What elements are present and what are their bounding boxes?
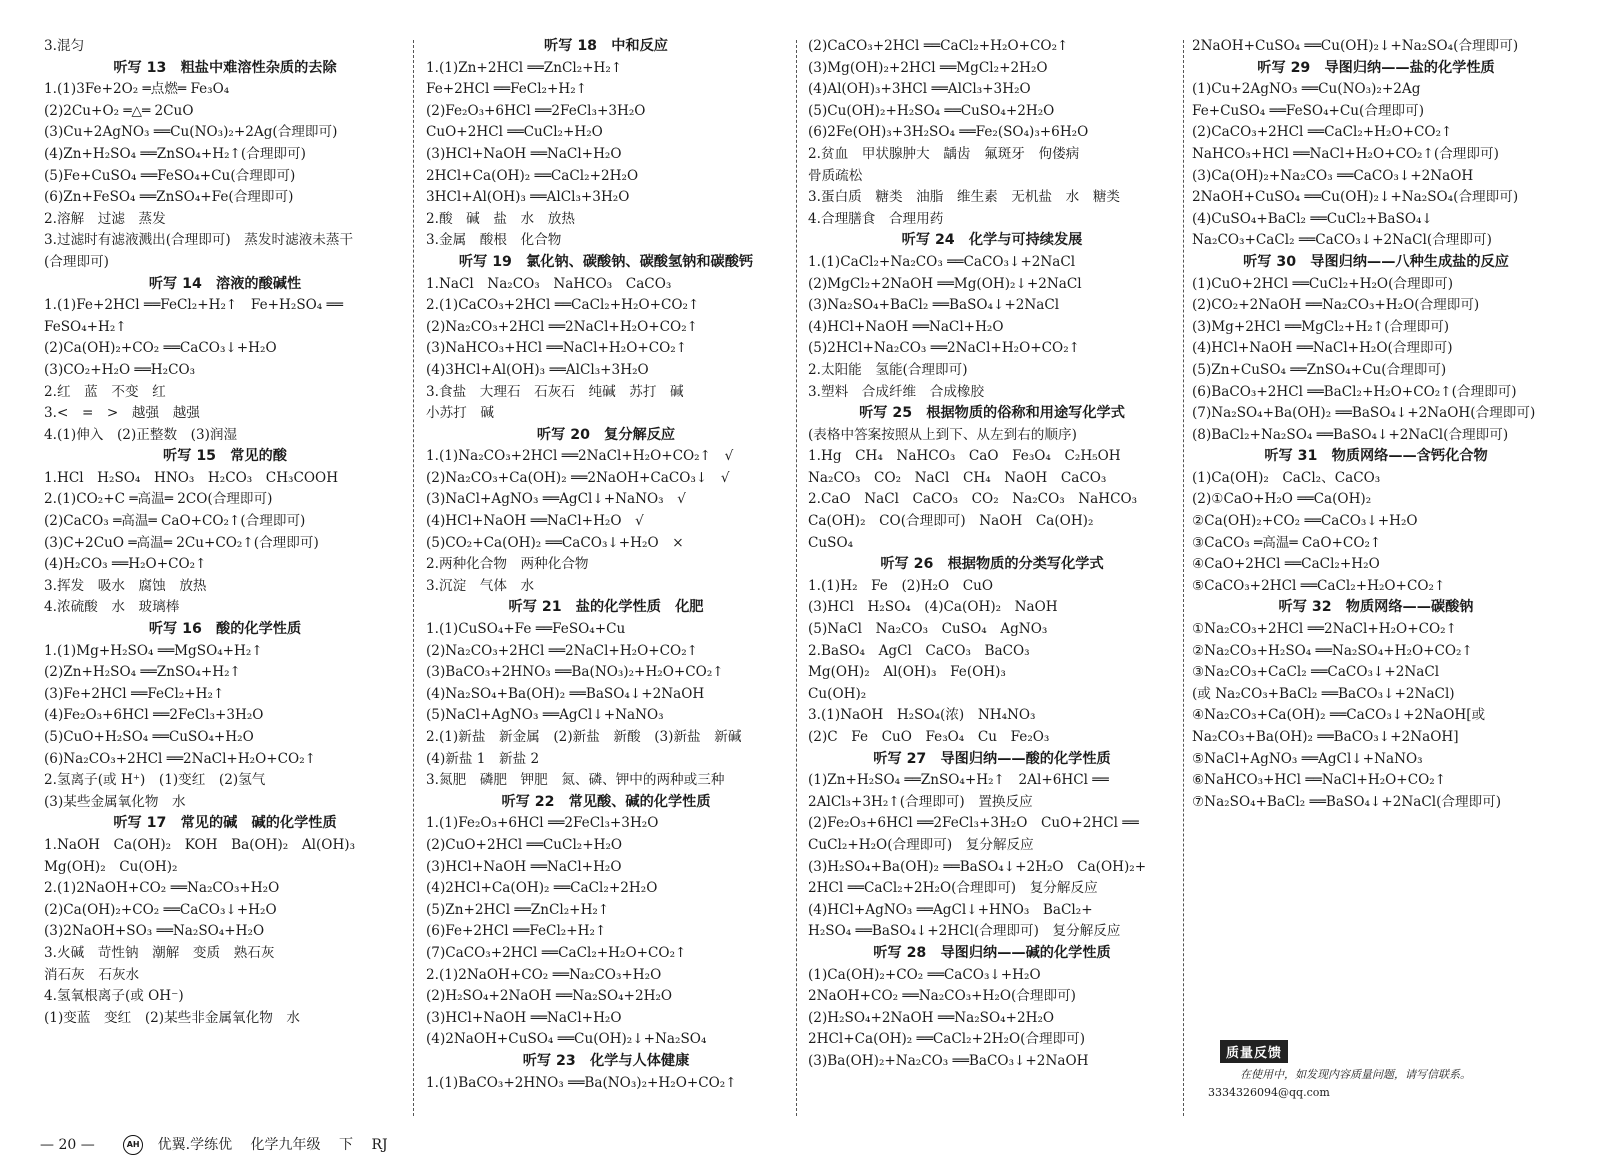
answer-line: (1)Cu+2AgNO₃ ══Cu(NO₃)₂+2Ag bbox=[1192, 81, 1421, 98]
answer-line: 1.(1)BaCO₃+2HNO₃ ══Ba(NO₃)₂+H₂O+CO₂↑ bbox=[426, 1074, 737, 1091]
section-heading: 听写 29 导图归纳——盐的化学性质 bbox=[1257, 59, 1495, 76]
answer-line: (4)HCl+NaOH ══NaCl+H₂O(合理即可) bbox=[1192, 340, 1453, 357]
column-separator bbox=[1183, 40, 1184, 1116]
answer-line: ③Na₂CO₃+CaCl₂ ══CaCO₃↓+2NaCl bbox=[1192, 664, 1440, 681]
answer-line: (4)Al(OH)₃+3HCl ══AlCl₃+3H₂O bbox=[808, 81, 1031, 98]
section-heading: 听写 21 盐的化学性质 化肥 bbox=[508, 599, 704, 616]
answer-line: 1.(1)Mg+H₂SO₄ ══MgSO₄+H₂↑ bbox=[44, 642, 263, 659]
answer-line: 4.合理膳食 合理用药 bbox=[808, 210, 944, 227]
answer-line: (3)H₂SO₄+Ba(OH)₂ ══BaSO₄↓+2H₂O Ca(OH)₂+ bbox=[808, 858, 1147, 875]
answer-line: (5)Zn+2HCl ══ZnCl₂+H₂↑ bbox=[426, 901, 610, 918]
answer-line: 3.蛋白质 糖类 油脂 维生素 无机盐 水 糖类 bbox=[808, 189, 1121, 206]
answer-line: (5)Zn+CuSO₄ ══ZnSO₄+Cu(合理即可) bbox=[1192, 361, 1447, 378]
answer-line: 3.混匀 bbox=[44, 38, 85, 54]
answer-line: (3)BaCO₃+2HNO₃ ══Ba(NO₃)₂+H₂O+CO₂↑ bbox=[426, 664, 724, 681]
answer-line: (2)①CaO+H₂O ══Ca(OH)₂ bbox=[1192, 491, 1372, 508]
page-number: — 20 — bbox=[40, 1137, 95, 1153]
answer-line: Na₂CO₃+Ba(OH)₂ ══BaCO₃↓+2NaOH] bbox=[1192, 729, 1459, 745]
column-separator bbox=[796, 40, 797, 1116]
answer-column-1 bbox=[44, 36, 406, 1124]
answer-line: (1)Zn+H₂SO₄ ══ZnSO₄+H₂↑ 2Al+6HCl ══ bbox=[808, 772, 1109, 789]
answer-column-2 bbox=[426, 36, 786, 1124]
answer-line: ⑤NaCl+AgNO₃ ══AgCl↓+NaNO₃ bbox=[1192, 750, 1423, 767]
answer-line: Fe+CuSO₄ ══FeSO₄+Cu(合理即可) bbox=[1192, 102, 1425, 119]
answer-line: 3HCl+Al(OH)₃ ══AlCl₃+3H₂O bbox=[426, 189, 630, 206]
answer-line: (4)CuSO₄+BaCl₂ ══CuCl₂+BaSO₄↓ bbox=[1192, 210, 1433, 227]
answer-line: 1.(1)Fe₂O₃+6HCl ══2FeCl₃+3H₂O bbox=[426, 815, 659, 832]
answer-line: Cu(OH)₂ bbox=[808, 685, 867, 702]
answer-line: 2.贫血 甲状腺肿大 龋齿 氟斑牙 佝偻病 bbox=[808, 145, 1080, 162]
answer-line: (2)CaCO₃ ═高温═ CaO+CO₂↑(合理即可) bbox=[44, 513, 306, 530]
answer-line: Na₂CO₃ CO₂ NaCl CH₄ NaOH CaCO₃ bbox=[808, 469, 1107, 486]
answer-line: 2NaOH+CO₂ ══Na₂CO₃+H₂O(合理即可) bbox=[808, 988, 1076, 1005]
answer-line: ②Na₂CO₃+H₂SO₄ ══Na₂SO₄+H₂O+CO₂↑ bbox=[1192, 642, 1473, 659]
section-heading: 听写 28 导图归纳——碱的化学性质 bbox=[873, 944, 1111, 961]
answer-line: 2HCl ══CaCl₂+2H₂O(合理即可) 复分解反应 bbox=[808, 880, 1098, 897]
answer-line: (2)Ca(OH)₂+CO₂ ══CaCO₃↓+H₂O bbox=[44, 340, 277, 357]
answer-line: (2)H₂SO₄+2NaOH ══Na₂SO₄+2H₂O bbox=[426, 988, 673, 1005]
answer-line: (3)CO₂+H₂O ══H₂CO₃ bbox=[44, 361, 196, 378]
answer-line: (5)NaCl+AgNO₃ ══AgCl↓+NaNO₃ bbox=[426, 707, 664, 724]
answer-line: Fe+2HCl ══FeCl₂+H₂↑ bbox=[426, 81, 588, 98]
answer-line: 4.浓硫酸 水 玻璃棒 bbox=[44, 599, 180, 616]
answer-line: (2)CO₂+2NaOH ══Na₂CO₃+H₂O(合理即可) bbox=[1192, 297, 1480, 314]
answer-line: (3)Fe+2HCl ══FeCl₂+H₂↑ bbox=[44, 685, 225, 702]
column-separator bbox=[413, 40, 414, 1116]
answer-line: (2)Na₂CO₃+2HCl ══2NaCl+H₂O+CO₂↑ bbox=[426, 318, 699, 335]
answer-line: 2.(1)CO₂+C ═高温═ 2CO(合理即可) bbox=[44, 491, 273, 508]
answer-line: (3)HCl+NaOH ══NaCl+H₂O bbox=[426, 145, 622, 162]
answer-line: 2AlCl₃+3H₂↑(合理即可) 置换反应 bbox=[808, 793, 1033, 810]
answer-line: CuCl₂+H₂O(合理即可) 复分解反应 bbox=[808, 836, 1034, 853]
answer-line: 消石灰 石灰水 bbox=[44, 966, 140, 983]
answer-line: (4)HCl+AgNO₃ ══AgCl↓+HNO₃ BaCl₂+ bbox=[808, 901, 1093, 918]
section-heading: 听写 31 物质网络——含钙化合物 bbox=[1264, 448, 1488, 465]
answer-line: 1.Hg CH₄ NaHCO₃ CaO Fe₃O₄ C₂H₅OH bbox=[808, 448, 1121, 465]
answer-line: 3.(1)NaOH H₂SO₄(浓) NH₄NO₃ bbox=[808, 707, 1036, 724]
answer-line: (或 Na₂CO₃+BaCl₂ ══BaCO₃↓+2NaCl) bbox=[1192, 685, 1455, 702]
section-heading: 听写 32 物质网络——碳酸钠 bbox=[1278, 599, 1474, 616]
answer-line: 2.红 蓝 不变 红 bbox=[44, 383, 166, 400]
answer-line: 2.两种化合物 两种化合物 bbox=[426, 556, 589, 573]
section-heading: 听写 16 酸的化学性质 bbox=[148, 621, 302, 638]
answer-line: 1.(1)CuSO₄+Fe ══FeSO₄+Cu bbox=[426, 621, 626, 638]
answer-line: (3)HCl H₂SO₄ (4)Ca(OH)₂ NaOH bbox=[808, 599, 1058, 616]
answer-line: (2)Fe₂O₃+6HCl ══2FeCl₃+3H₂O CuO+2HCl ══ bbox=[808, 815, 1139, 832]
answer-line: 4.氢氧根离子(或 OH⁻) bbox=[44, 988, 184, 1005]
answer-line: 3.氮肥 磷肥 钾肥 氮、磷、钾中的两种或三种 bbox=[426, 772, 725, 789]
answer-line: (3)Na₂SO₄+BaCl₂ ══BaSO₄↓+2NaCl bbox=[808, 297, 1060, 314]
answer-line: (4)3HCl+Al(OH)₃ ══AlCl₃+3H₂O bbox=[426, 361, 649, 378]
answer-line: 3.塑料 合成纤维 合成橡胶 bbox=[808, 383, 985, 400]
edition: RJ bbox=[371, 1137, 388, 1153]
answer-line: 2.(1)2NaOH+CO₂ ══Na₂CO₃+H₂O bbox=[426, 966, 662, 983]
answer-line: Mg(OH)₂ Al(OH)₃ Fe(OH)₃ bbox=[808, 664, 1006, 681]
answer-line: (6)Na₂CO₃+2HCl ══2NaCl+H₂O+CO₂↑ bbox=[44, 750, 317, 767]
answer-line: (2)Na₂CO₃+2HCl ══2NaCl+H₂O+CO₂↑ bbox=[426, 642, 699, 659]
answer-line: (3)Mg(OH)₂+2HCl ══MgCl₂+2H₂O bbox=[808, 59, 1048, 76]
answer-line: (2)CaCO₃+2HCl ══CaCl₂+H₂O+CO₂↑ bbox=[1192, 124, 1453, 141]
answer-line: 3.食盐 大理石 石灰石 纯碱 苏打 碱 bbox=[426, 383, 684, 400]
answer-line: 1.NaOH Ca(OH)₂ KOH Ba(OH)₂ Al(OH)₃ bbox=[44, 836, 356, 853]
answer-line: 1.(1)Zn+2HCl ══ZnCl₂+H₂↑ bbox=[426, 59, 623, 76]
answer-line: 2.(1)2NaOH+CO₂ ══Na₂CO₃+H₂O bbox=[44, 880, 280, 897]
publisher-logo-icon: AH bbox=[123, 1135, 143, 1155]
answer-line: 1.NaCl Na₂CO₃ NaHCO₃ CaCO₃ bbox=[426, 275, 672, 292]
answer-line: 2.太阳能 氢能(合理即可) bbox=[808, 361, 968, 378]
answer-line: (2)C Fe CuO Fe₃O₄ Cu Fe₂O₃ bbox=[808, 729, 1050, 745]
answer-line: CuSO₄ bbox=[808, 534, 854, 551]
answer-line: (6)BaCO₃+2HCl ══BaCl₂+H₂O+CO₂↑(合理即可) bbox=[1192, 383, 1517, 400]
answer-line: (1)变蓝 变红 (2)某些非金属氧化物 水 bbox=[44, 1009, 301, 1026]
answer-line: (7)CaCO₃+2HCl ══CaCl₂+H₂O+CO₂↑ bbox=[426, 944, 687, 961]
answer-line: (3)Ca(OH)₂+Na₂CO₃ ══CaCO₃↓+2NaOH bbox=[1192, 167, 1474, 184]
section-heading: 听写 27 导图归纳——酸的化学性质 bbox=[873, 750, 1111, 767]
answer-line: (2)Ca(OH)₂+CO₂ ══CaCO₃↓+H₂O bbox=[44, 901, 277, 918]
section-heading: 听写 24 化学与可持续发展 bbox=[901, 232, 1083, 249]
answer-line: (3)Mg+2HCl ══MgCl₂+H₂↑(合理即可) bbox=[1192, 318, 1450, 335]
answer-line: (3)2NaOH+SO₃ ══Na₂SO₄+H₂O bbox=[44, 923, 265, 940]
answer-line: 3.火碱 苛性钠 潮解 变质 熟石灰 bbox=[44, 944, 275, 961]
answer-line: (2)2Cu+O₂ ═△═ 2CuO bbox=[44, 102, 194, 119]
answer-column-3 bbox=[808, 36, 1176, 1124]
answer-line: Mg(OH)₂ Cu(OH)₂ bbox=[44, 858, 178, 875]
answer-line: (4)2HCl+Ca(OH)₂ ══CaCl₂+2H₂O bbox=[426, 880, 658, 897]
answer-line: (2)CaCO₃+2HCl ══CaCl₂+H₂O+CO₂↑ bbox=[808, 38, 1069, 54]
answer-line: (3)某些金属氧化物 水 bbox=[44, 793, 186, 810]
answer-line: 1.(1)Na₂CO₃+2HCl ══2NaCl+H₂O+CO₂↑ √ bbox=[426, 448, 734, 465]
answer-line: (4)HCl+NaOH ══NaCl+H₂O bbox=[808, 318, 1004, 335]
answer-line: 2.氢离子(或 H⁺) (1)变红 (2)氢气 bbox=[44, 772, 266, 789]
answer-line: (7)Na₂SO₄+Ba(OH)₂ ══BaSO₄↓+2NaOH(合理即可) bbox=[1192, 405, 1536, 422]
answer-line: 2.(1)CaCO₃+2HCl ══CaCl₂+H₂O+CO₂↑ bbox=[426, 297, 700, 314]
answer-line: ⑥NaHCO₃+HCl ══NaCl+H₂O+CO₂↑ bbox=[1192, 772, 1447, 789]
answer-line: 3.金属 酸根 化合物 bbox=[426, 232, 562, 249]
answer-line: (5)Cu(OH)₂+H₂SO₄ ══CuSO₄+2H₂O bbox=[808, 102, 1055, 119]
answer-line: 3.< = > 越强 越强 bbox=[44, 405, 200, 422]
answer-line: (5)2HCl+Na₂CO₃ ══2NaCl+H₂O+CO₂↑ bbox=[808, 340, 1081, 357]
answer-line: (4)2NaOH+CuSO₄ ══Cu(OH)₂↓+Na₂SO₄ bbox=[426, 1031, 707, 1048]
brand-name: 优翼.学练优 bbox=[157, 1137, 233, 1153]
answer-line: ⑤CaCO₃+2HCl ══CaCl₂+H₂O+CO₂↑ bbox=[1192, 577, 1446, 594]
answer-line: CuO+2HCl ══CuCl₂+H₂O bbox=[426, 124, 603, 141]
answer-line: ⑦Na₂SO₄+BaCl₂ ══BaSO₄↓+2NaCl(合理即可) bbox=[1192, 793, 1502, 810]
answer-line: ②Ca(OH)₂+CO₂ ══CaCO₃↓+H₂O bbox=[1192, 513, 1418, 530]
answer-line: (6)Fe+2HCl ══FeCl₂+H₂↑ bbox=[426, 923, 607, 940]
answer-line: (4)Zn+H₂SO₄ ══ZnSO₄+H₂↑(合理即可) bbox=[44, 145, 306, 162]
answer-line: 1.(1)3Fe+2O₂ ═点燃═ Fe₃O₄ bbox=[44, 81, 230, 98]
answer-line: (4)Na₂SO₄+Ba(OH)₂ ══BaSO₄↓+2NaOH bbox=[426, 685, 705, 702]
answer-line: (合理即可) bbox=[44, 253, 109, 270]
section-heading: 听写 22 常见酸、碱的化学性质 bbox=[501, 793, 711, 810]
answer-line: (1)CuO+2HCl ══CuCl₂+H₂O(合理即可) bbox=[1192, 275, 1454, 292]
answer-line: (3)NaHCO₃+HCl ══NaCl+H₂O+CO₂↑ bbox=[426, 340, 688, 357]
answer-line: (表格中答案按照从上到下、从左到右的顺序) bbox=[808, 426, 1077, 443]
section-heading: 听写 23 化学与人体健康 bbox=[522, 1052, 690, 1069]
section-heading: 听写 25 根据物质的俗称和用途写化学式 bbox=[859, 405, 1125, 422]
answer-line: Ca(OH)₂ CO(合理即可) NaOH Ca(OH)₂ bbox=[808, 513, 1094, 530]
section-heading: 听写 19 氯化钠、碳酸钠、碳酸氢钠和碳酸钙 bbox=[458, 253, 754, 270]
answer-line: 1.(1)H₂ Fe (2)H₂O CuO bbox=[808, 577, 994, 594]
answer-line: 1.HCl H₂SO₄ HNO₃ H₂CO₃ CH₃COOH bbox=[44, 469, 339, 486]
answer-line: 2.CaO NaCl CaCO₃ CO₂ Na₂CO₃ NaHCO₃ bbox=[808, 491, 1138, 508]
answer-line: (1)Ca(OH)₂ CaCl₂、CaCO₃ bbox=[1192, 469, 1381, 486]
answer-line: (6)Zn+FeSO₄ ══ZnSO₄+Fe(合理即可) bbox=[44, 189, 294, 206]
section-heading: 听写 15 常见的酸 bbox=[163, 448, 287, 465]
answer-line: (2)H₂SO₄+2NaOH ══Na₂SO₄+2H₂O bbox=[808, 1009, 1055, 1026]
answer-line: 2HCl+Ca(OH)₂ ══CaCl₂+2H₂O bbox=[426, 167, 639, 184]
answer-line: 2NaOH+CuSO₄ ══Cu(OH)₂↓+Na₂SO₄(合理即可) bbox=[1192, 189, 1519, 206]
answer-line: 小苏打 碱 bbox=[426, 405, 494, 422]
answer-line: ③CaCO₃ ═高温═ CaO+CO₂↑ bbox=[1192, 534, 1382, 551]
section-heading: 听写 30 导图归纳——八种生成盐的反应 bbox=[1243, 253, 1509, 270]
answer-line: (3)HCl+NaOH ══NaCl+H₂O bbox=[426, 1009, 622, 1026]
answer-line: (3)Cu+2AgNO₃ ══Cu(NO₃)₂+2Ag(合理即可) bbox=[44, 124, 338, 141]
page-footer bbox=[40, 1134, 402, 1155]
answer-line: (4)Fe₂O₃+6HCl ══2FeCl₃+3H₂O bbox=[44, 707, 264, 724]
answer-line: Na₂CO₃+CaCl₂ ══CaCO₃↓+2NaCl(合理即可) bbox=[1192, 232, 1492, 249]
section-heading: 听写 17 常见的碱 碱的化学性质 bbox=[113, 815, 337, 832]
answer-line: (3)NaCl+AgNO₃ ══AgCl↓+NaNO₃ √ bbox=[426, 491, 686, 508]
answer-line: (4)新盐 1 新盐 2 bbox=[426, 750, 540, 767]
answer-line: (3)Ba(OH)₂+Na₂CO₃ ══BaCO₃↓+2NaOH bbox=[808, 1052, 1089, 1069]
answer-line: 1.(1)CaCl₂+Na₂CO₃ ══CaCO₃↓+2NaCl bbox=[808, 253, 1076, 270]
answer-line: (5)CO₂+Ca(OH)₂ ══CaCO₃↓+H₂O × bbox=[426, 534, 684, 551]
answer-line: (5)NaCl Na₂CO₃ CuSO₄ AgNO₃ bbox=[808, 621, 1048, 638]
section-heading: 听写 18 中和反应 bbox=[544, 38, 668, 54]
answer-line: NaHCO₃+HCl ══NaCl+H₂O+CO₂↑(合理即可) bbox=[1192, 145, 1499, 162]
answer-line: (2)MgCl₂+2NaOH ══Mg(OH)₂↓+2NaCl bbox=[808, 275, 1082, 292]
feedback-email: 3334326094@qq.com bbox=[1208, 1086, 1330, 1099]
answer-line: 2.(1)新盐 新金属 (2)新盐 新酸 (3)新盐 新碱 bbox=[426, 729, 742, 745]
answer-line: 3.过滤时有滤液溅出(合理即可) 蒸发时滤液未蒸干 bbox=[44, 232, 354, 249]
section-heading: 听写 14 溶液的酸碱性 bbox=[148, 275, 302, 292]
section-heading: 听写 13 粗盐中难溶性杂质的去除 bbox=[113, 59, 337, 76]
answer-line: 2.酸 碱 盐 水 放热 bbox=[426, 210, 575, 227]
answer-line: (4)H₂CO₃ ══H₂O+CO₂↑ bbox=[44, 556, 207, 573]
volume: 下 bbox=[338, 1137, 353, 1153]
answer-line: (6)2Fe(OH)₃+3H₂SO₄ ══Fe₂(SO₄)₃+6H₂O bbox=[808, 124, 1089, 141]
answer-line: 3.沉淀 气体 水 bbox=[426, 577, 535, 594]
answer-line: 2NaOH+CuSO₄ ══Cu(OH)₂↓+Na₂SO₄(合理即可) bbox=[1192, 38, 1519, 54]
answer-line: 骨质疏松 bbox=[808, 167, 863, 184]
answer-line: (3)HCl+NaOH ══NaCl+H₂O bbox=[426, 858, 622, 875]
answer-line: (5)CuO+H₂SO₄ ══CuSO₄+H₂O bbox=[44, 729, 254, 745]
feedback-text: 在使用中，如发现内容质量问题，请写信联系。 bbox=[1240, 1068, 1471, 1081]
quality-feedback-badge: 质量反馈 bbox=[1220, 1040, 1288, 1063]
answer-line: 1.(1)Fe+2HCl ══FeCl₂+H₂↑ Fe+H₂SO₄ ══ bbox=[44, 297, 343, 314]
answer-line: ④CaO+2HCl ══CaCl₂+H₂O bbox=[1192, 556, 1380, 573]
answer-line: (1)Ca(OH)₂+CO₂ ══CaCO₃↓+H₂O bbox=[808, 966, 1041, 983]
answer-line: 2.溶解 过滤 蒸发 bbox=[44, 210, 166, 227]
answer-column-4 bbox=[1192, 36, 1560, 1124]
answer-line: 3.挥发 吸水 腐蚀 放热 bbox=[44, 577, 207, 594]
answer-line: (8)BaCl₂+Na₂SO₄ ══BaSO₄↓+2NaCl(合理即可) bbox=[1192, 426, 1509, 443]
answer-line: (5)Fe+CuSO₄ ══FeSO₄+Cu(合理即可) bbox=[44, 167, 296, 184]
answer-line: (2)Na₂CO₃+Ca(OH)₂ ══2NaOH+CaCO₃↓ √ bbox=[426, 469, 730, 486]
subject-grade: 化学九年级 bbox=[250, 1137, 321, 1153]
answer-line: FeSO₄+H₂↑ bbox=[44, 318, 127, 335]
answer-line: 4.(1)伸入 (2)正整数 (3)润湿 bbox=[44, 426, 238, 443]
answer-line: H₂SO₄ ══BaSO₄↓+2HCl(合理即可) 复分解反应 bbox=[808, 923, 1121, 940]
answer-line: ④Na₂CO₃+Ca(OH)₂ ══CaCO₃↓+2NaOH[或 bbox=[1192, 707, 1486, 724]
answer-line: (2)Zn+H₂SO₄ ══ZnSO₄+H₂↑ bbox=[44, 664, 241, 681]
answer-line: (2)Fe₂O₃+6HCl ══2FeCl₃+3H₂O bbox=[426, 102, 646, 119]
section-heading: 听写 26 根据物质的分类写化学式 bbox=[880, 556, 1104, 573]
answer-line: (3)C+2CuO ═高温═ 2Cu+CO₂↑(合理即可) bbox=[44, 534, 319, 551]
answer-line: (4)HCl+NaOH ══NaCl+H₂O √ bbox=[426, 513, 644, 530]
answer-line: 2.BaSO₄ AgCl CaCO₃ BaCO₃ bbox=[808, 642, 1030, 659]
answer-line: 2HCl+Ca(OH)₂ ══CaCl₂+2H₂O(合理即可) bbox=[808, 1031, 1086, 1048]
answer-line: ①Na₂CO₃+2HCl ══2NaCl+H₂O+CO₂↑ bbox=[1192, 621, 1457, 638]
section-heading: 听写 20 复分解反应 bbox=[536, 426, 676, 443]
answer-line: (2)CuO+2HCl ══CuCl₂+H₂O bbox=[426, 836, 623, 853]
